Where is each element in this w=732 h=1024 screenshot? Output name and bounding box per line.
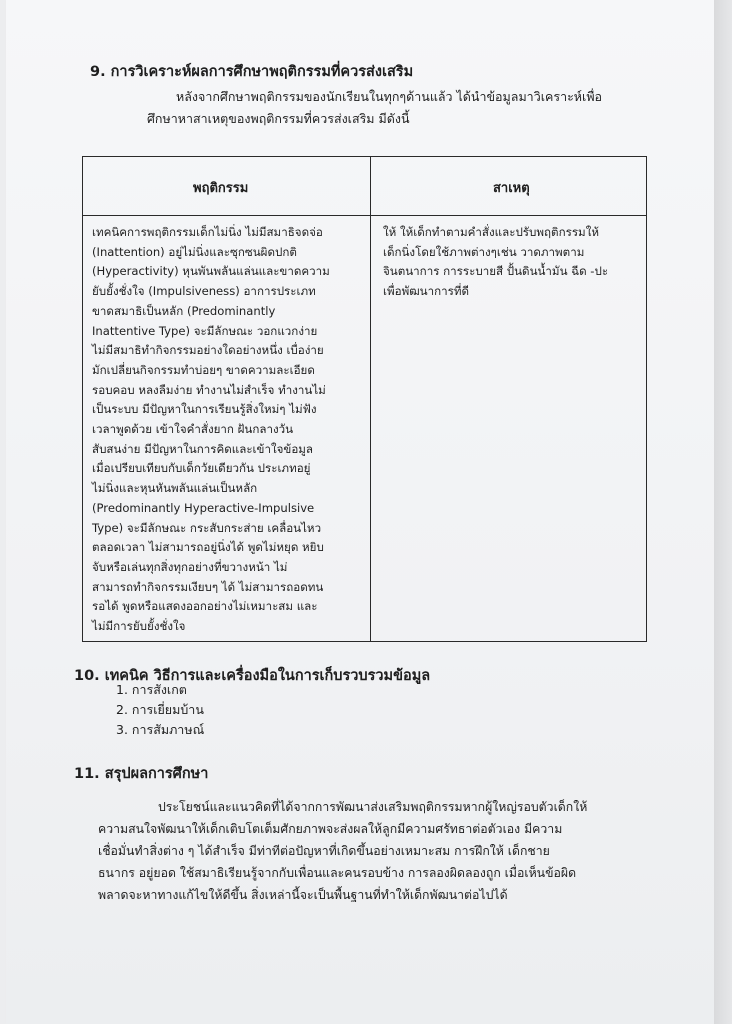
table-column-divider (370, 157, 371, 641)
table-header-behavior: พฤติกรรม (193, 181, 249, 196)
list-item: 2. การเยี่ยมบ้าน (116, 702, 204, 717)
method-list (116, 680, 204, 740)
behavior-line: ตลอดเวลา ไม่สามารถอยู่นิ่งได้ พูดไม่หยุด หยิบ (92, 540, 324, 555)
summary-line: ความสนใจพัฒนาให้เด็กเติบโตเต็มศักยภาพจะส่งผลให้ลูกมีความศรัทธาต่อตัวเอง มีความ (98, 822, 563, 836)
summary-line: พลาดจะหาทางแก้ไขให้ดีขึ้น สิ่งเหล่านี้จะเป็นพื้นฐานที่ทำให้เด็กพัฒนาต่อไปได้ (98, 888, 508, 902)
behavior-line: เมื่อเปรียบเทียบกับเด็กวัยเดียวกัน ประเภทอยู่ (92, 461, 311, 476)
behavior-line: มักเปลี่ยนกิจกรรมทำบ่อยๆ ขาดความละเอียด (92, 362, 315, 377)
section-9-intro-line-1: หลังจากศึกษาพฤติกรรมของนักเรียนในทุกๆด้านแล้ว ได้นำข้อมูลมาวิเคราะห์เพื่อ (176, 89, 603, 104)
list-item: 3. การสัมภาษณ์ (116, 722, 205, 737)
behavior-line: รอได้ พูดหรือแสดงออกอย่างไม่เหมาะสม และ (92, 599, 318, 614)
behavior-line: สามารถทำกิจกรรมเงียบๆ ได้ ไม่สามารถอดทน (92, 579, 324, 594)
cause-line: จินตนาการ การระบายสี ปั้นดินน้ำมัน ฉีด -ปะ (383, 264, 609, 279)
cause-line: เด็กนิ่งโดยใช้ภาพต่างๆเช่น วาดภาพตาม (383, 244, 585, 259)
behavior-line: ยับยั้งชั่งใจ (Impulsiveness) อาการประเภท (92, 284, 316, 299)
summary-line: เชื่อมั่นทำสิ่งต่าง ๆ ได้สำเร็จ มีท่าทีต่อปัญหาที่เกิดขึ้นอย่างเหมาะสม การฝึกให้ เด็กชาย (98, 844, 550, 858)
behavior-cell (92, 223, 330, 637)
behavior-line: ไม่นิ่งและหุนหันพลันแล่นเป็นหลัก (92, 481, 258, 496)
document-page (6, 0, 714, 1024)
behavior-line: Inattentive Type) จะมีลักษณะ วอกแวกง่าย (92, 323, 318, 338)
behavior-line: เป็นระบบ มีปัญหาในการเรียนรู้สิ่งใหม่ๆ ไม่ฟัง (92, 402, 317, 417)
section-9-intro-line-2: ศึกษาหาสาเหตุของพฤติกรรมที่ควรส่งเสริม มีดังนี้ (147, 111, 410, 126)
section-10-heading: 10. เทคนิค วิธีการและเครื่องมือในการเก็บรวบรวมข้อมูล (74, 668, 431, 684)
summary-line: ธนากร อยู่ยอด ใช้สมาธิเรียนรู้จากกับเพื่อนและคนรอบข้าง การลองผิดลองถูก เมื่อเห็นข้อผิด (98, 866, 577, 880)
behavior-line: เวลาพูดด้วย เข้าใจคำสั่งยาก ฝันกลางวัน (92, 422, 294, 437)
behavior-line: สับสนง่าย มีปัญหาในการคิดและเข้าใจข้อมูล (92, 441, 314, 456)
summary-line: ประโยชน์และแนวคิดที่ได้จากการพัฒนาส่งเสริมพฤติกรรมหากผู้ใหญ่รอบตัวเด็กให้ (158, 800, 588, 814)
behavior-line: (Inattention) อยู่ไม่นิ่งและซุกซนผิดปกติ (92, 244, 297, 259)
summary-paragraph (98, 796, 587, 906)
behavior-line: ไม่มีการยับยั้งชั่งใจ (92, 619, 186, 634)
cause-line: เพื่อพัฒนาการที่ดี (383, 284, 470, 299)
cause-line: ให้ ให้เด็กทำตามคำสั่งและปรับพฤติกรรมให้ (383, 225, 600, 239)
page-edge (714, 0, 732, 1024)
behavior-line: (Hyperactivity) หุนพันพลันแล่นและขาดความ (92, 264, 330, 279)
behavior-line: (Predominantly Hyperactive-Impulsive (92, 500, 315, 515)
list-item: 1. การสังเกต (116, 682, 187, 697)
behavior-line: เทคนิคการพฤติกรรมเด็กไม่นิ่ง ไม่มีสมาธิจดจ่อ (92, 225, 323, 239)
section-9-heading: 9. การวิเคราะห์ผลการศึกษาพฤติกรรมที่ควรส่งเสริม (90, 64, 414, 80)
behavior-line: ขาดสมาธิเป็นหลัก (Predominantly (92, 303, 276, 318)
behavior-line: รอบคอบ หลงลืมง่าย ทำงานไม่สำเร็จ ทำงานไม่ (92, 382, 326, 397)
table-header-cause: สาเหตุ (493, 181, 530, 196)
behavior-line: Type) จะมีลักษณะ กระสับกระส่าย เคลื่อนไหว (92, 520, 322, 535)
cause-cell (383, 223, 608, 302)
analysis-table (82, 156, 647, 642)
table-header-divider (83, 215, 646, 216)
section-11-heading: 11. สรุปผลการศึกษา (74, 766, 209, 782)
behavior-line: จับหรือเล่นทุกสิ่งทุกอย่างที่ขวางหน้า ไม่ (92, 559, 288, 574)
behavior-line: ไม่มีสมาธิทำกิจกรรมอย่างใดอย่างหนึ่ง เบื่อง่าย (92, 343, 324, 358)
